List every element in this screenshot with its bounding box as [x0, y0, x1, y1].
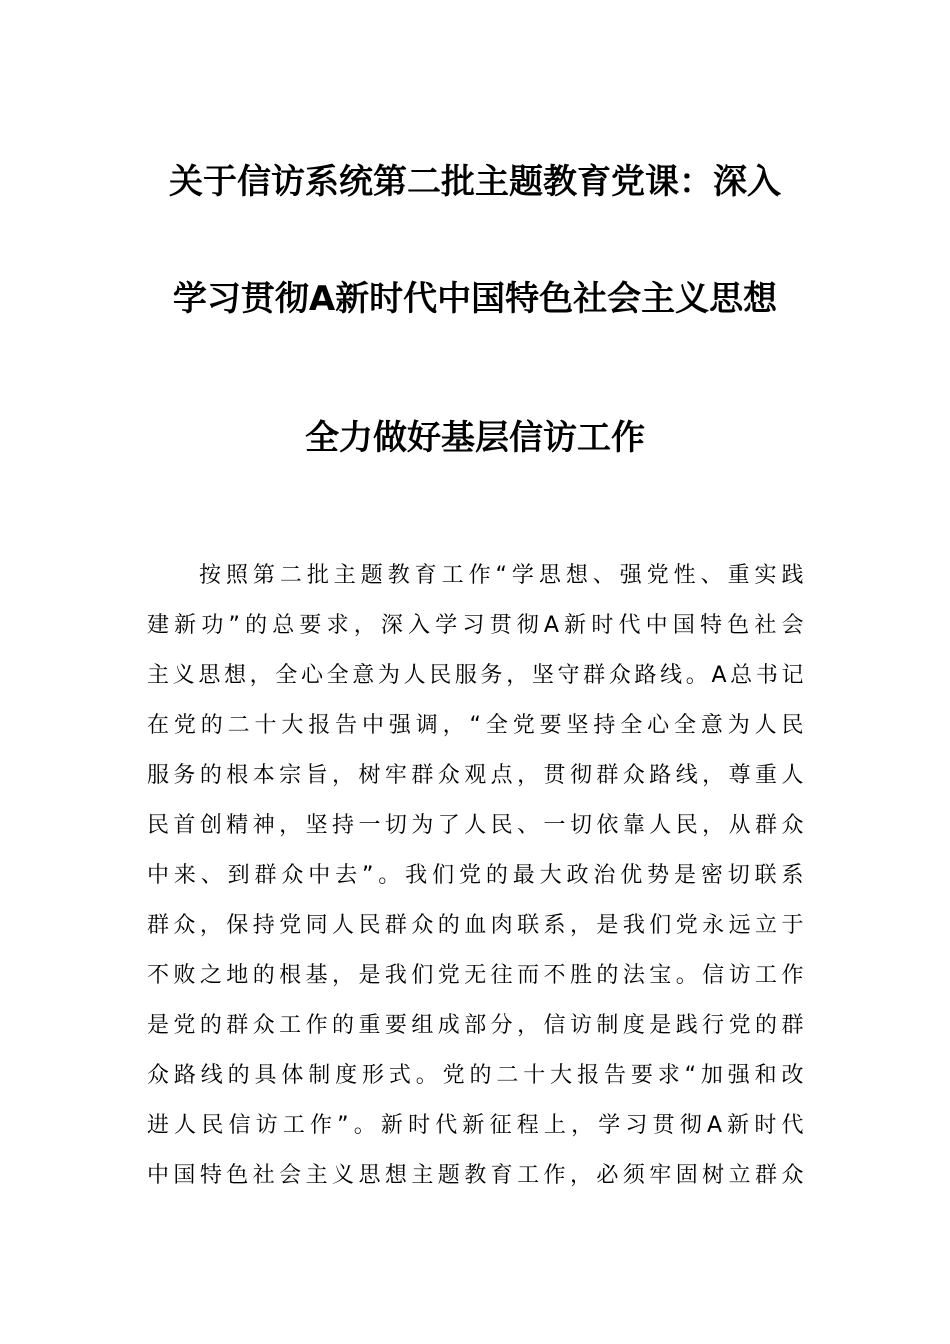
body-line-12: 进人民信访工作”。新时代新征程上，学习贯彻A新时代 [147, 1113, 805, 1138]
title-line-1: 关于信访系统第二批主题教育党课：深入 [169, 162, 781, 202]
body-line-11: 众路线的具体制度形式。党的二十大报告要求“加强和改 [147, 1063, 805, 1088]
body-line-1: 按照第二批主题教育工作“学思想、强党性、重实践 [199, 563, 805, 588]
body-line-7: 中来、到群众中去”。我们党的最大政治优势是密切联系 [147, 863, 805, 888]
body-line-3: 主义思想，全心全意为人民服务，坚守群众路线。A总书记 [147, 663, 805, 688]
body-line-2: 建新功”的总要求，深入学习贯彻A新时代中国特色社会 [147, 613, 805, 638]
body-paragraph [147, 551, 805, 1201]
body-line-8: 群众，保持党同人民群众的血肉联系，是我们党永远立于 [147, 913, 805, 938]
body-line-10: 是党的群众工作的重要组成部分，信访制度是践行党的群 [147, 1013, 805, 1038]
body-line-6: 民首创精神，坚持一切为了人民、一切依靠人民，从群众 [147, 813, 805, 838]
title-line-3: 全力做好基层信访工作 [305, 418, 645, 458]
body-line-9: 不败之地的根基，是我们党无往而不胜的法宝。信访工作 [147, 963, 805, 988]
body-line-13: 中国特色社会主义思想主题教育工作，必须牢固树立群众 [147, 1163, 805, 1188]
title-line-2: 学习贯彻A新时代中国特色社会主义思想 [172, 279, 778, 319]
body-line-5: 服务的根本宗旨，树牢群众观点，贯彻群众路线，尊重人 [147, 763, 805, 788]
body-line-4: 在党的二十大报告中强调，“全党要坚持全心全意为人民 [147, 713, 805, 738]
